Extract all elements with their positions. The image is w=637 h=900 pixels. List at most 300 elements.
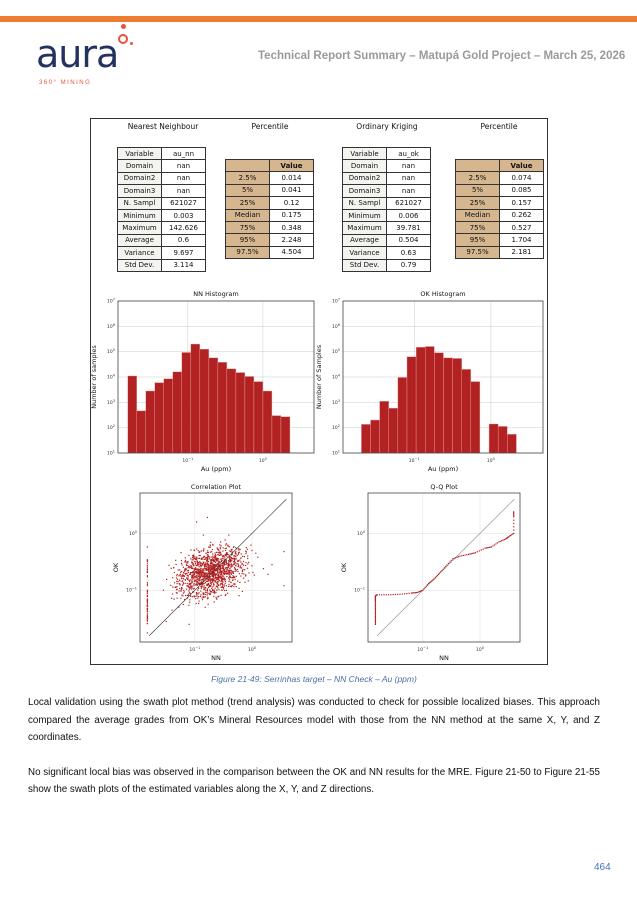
data-point <box>191 562 192 563</box>
data-point <box>220 541 221 542</box>
data-point <box>240 561 241 562</box>
y-tick-label: $10^0$ <box>357 529 365 537</box>
data-point <box>176 589 177 590</box>
data-point <box>425 587 426 588</box>
data-point <box>188 590 189 591</box>
data-point <box>204 573 205 574</box>
data-point <box>213 568 214 569</box>
data-point <box>186 589 187 590</box>
data-point <box>226 543 227 544</box>
data-point <box>180 552 181 553</box>
y-tick-label: $10^7$ <box>332 297 340 305</box>
table-row <box>118 160 206 172</box>
data-point <box>185 573 186 574</box>
data-point <box>219 567 220 568</box>
data-point <box>201 568 202 569</box>
data-point <box>147 632 148 633</box>
row-label: 97.5% <box>226 246 270 258</box>
data-point <box>214 590 215 591</box>
data-point <box>230 582 231 583</box>
data-point <box>428 583 429 584</box>
data-point <box>196 565 197 566</box>
data-point <box>213 596 214 597</box>
data-point <box>219 577 220 578</box>
data-point <box>469 553 470 554</box>
data-point <box>207 590 208 591</box>
histogram-bar <box>272 416 281 453</box>
data-point <box>195 563 196 564</box>
data-point <box>214 592 215 593</box>
data-point <box>241 553 242 554</box>
data-point <box>207 561 208 562</box>
data-point <box>375 612 376 613</box>
data-point <box>239 582 240 583</box>
data-point <box>192 559 193 560</box>
data-point <box>214 566 215 567</box>
data-point <box>205 562 206 563</box>
data-point <box>216 590 217 591</box>
data-point <box>237 555 238 556</box>
data-point <box>186 565 187 566</box>
data-point <box>172 586 173 587</box>
x-axis-label: NN <box>211 654 221 662</box>
data-point <box>411 592 412 593</box>
data-point <box>147 601 148 602</box>
data-point <box>188 576 189 577</box>
data-point <box>195 561 196 562</box>
data-point <box>178 590 179 591</box>
data-point <box>192 587 193 588</box>
data-point <box>234 564 235 565</box>
table-row <box>226 197 314 209</box>
paragraph: No significant local bias was observed in the comparison between the OK and NN results for the MRE. Figure 21-50 to Figure 21-55 show the swath plots of the estimated variables along the X, Y, and Z directions. <box>28 766 600 795</box>
data-point <box>147 582 148 583</box>
data-point <box>213 567 214 568</box>
data-point <box>205 553 206 554</box>
data-point <box>201 597 202 598</box>
data-point <box>375 609 376 610</box>
y-tick-label: $10^5$ <box>332 348 340 356</box>
data-point <box>375 610 376 611</box>
table-row <box>343 234 431 246</box>
data-point <box>203 592 204 593</box>
data-point <box>205 582 206 583</box>
data-point <box>183 604 184 605</box>
table-row <box>456 197 544 209</box>
histogram-bar <box>236 373 245 453</box>
data-point <box>192 572 193 573</box>
data-point <box>379 594 380 595</box>
row-label: Maximum <box>343 222 387 234</box>
data-point <box>451 560 452 561</box>
row-label: Domain <box>343 160 387 172</box>
data-point <box>147 565 148 566</box>
data-point <box>241 564 242 565</box>
data-point <box>176 575 177 576</box>
row-value: 621027 <box>387 197 431 209</box>
data-point <box>247 555 248 556</box>
data-point <box>196 521 197 522</box>
data-point <box>486 547 487 548</box>
data-point <box>181 571 182 572</box>
row-value: 621027 <box>162 197 206 209</box>
data-point <box>247 563 248 564</box>
data-point <box>212 570 213 571</box>
data-point <box>222 590 223 591</box>
data-point <box>147 561 148 562</box>
data-point <box>481 549 482 550</box>
data-point <box>214 574 215 575</box>
data-point <box>195 580 196 581</box>
data-point <box>178 569 179 570</box>
data-point <box>415 592 416 593</box>
data-point <box>236 576 237 577</box>
data-point <box>205 594 206 595</box>
data-point <box>222 576 223 577</box>
data-point <box>202 569 203 570</box>
scatter-2 <box>112 483 292 662</box>
data-point <box>513 514 514 515</box>
data-point <box>209 565 210 566</box>
data-point <box>226 569 227 570</box>
data-point <box>187 579 188 580</box>
data-point <box>466 554 467 555</box>
data-point <box>189 574 190 575</box>
y-tick-label: $10^2$ <box>107 424 115 432</box>
data-point <box>233 577 234 578</box>
data-point <box>185 595 186 596</box>
data-point <box>216 558 217 559</box>
data-point <box>510 535 511 536</box>
data-point <box>479 550 480 551</box>
data-point <box>211 583 212 584</box>
data-point <box>183 582 184 583</box>
data-point <box>198 603 199 604</box>
data-point <box>242 563 243 564</box>
data-point <box>188 555 189 556</box>
data-point <box>222 587 223 588</box>
data-point <box>147 595 148 596</box>
data-point <box>377 594 378 595</box>
data-point <box>508 536 509 537</box>
data-point <box>224 562 225 563</box>
data-point <box>502 540 503 541</box>
data-point <box>191 566 192 567</box>
data-point <box>200 555 201 556</box>
data-point <box>203 572 204 573</box>
data-point <box>513 512 514 513</box>
data-point <box>375 617 376 618</box>
data-point <box>512 533 513 534</box>
data-point <box>201 565 202 566</box>
data-point <box>202 585 203 586</box>
ok-percentile-table <box>455 159 544 259</box>
data-point <box>513 516 514 517</box>
data-point <box>181 564 182 565</box>
data-point <box>420 591 421 592</box>
data-point <box>197 561 198 562</box>
data-point <box>182 576 183 577</box>
data-point <box>208 604 209 605</box>
data-point <box>147 569 148 570</box>
data-point <box>194 596 195 597</box>
logo-dot <box>130 42 133 45</box>
row-value: 0.003 <box>162 209 206 221</box>
data-point <box>230 570 231 571</box>
data-point <box>490 547 491 548</box>
y-tick-label: $10^{-1}$ <box>354 586 365 594</box>
data-point <box>190 585 191 586</box>
data-point <box>199 573 200 574</box>
data-point <box>238 595 239 596</box>
table-row <box>118 148 206 160</box>
data-point <box>225 564 226 565</box>
data-point <box>417 592 418 593</box>
data-point <box>263 568 264 569</box>
data-point <box>188 595 189 596</box>
data-point <box>224 585 225 586</box>
data-point <box>179 580 180 581</box>
data-point <box>226 571 227 572</box>
data-point <box>225 581 226 582</box>
data-point <box>241 567 242 568</box>
data-point <box>216 560 217 561</box>
data-point <box>209 585 210 586</box>
chart-title: NN Histogram <box>193 290 239 298</box>
data-point <box>194 561 195 562</box>
data-point <box>201 572 202 573</box>
data-point <box>217 569 218 570</box>
x-tick-label: $10^0$ <box>258 457 267 464</box>
data-point <box>177 581 178 582</box>
data-point <box>206 581 207 582</box>
data-point <box>375 614 376 615</box>
data-point <box>216 565 217 566</box>
table-row <box>118 209 206 221</box>
row-value: 39.781 <box>387 222 431 234</box>
data-point <box>227 570 228 571</box>
data-point <box>221 587 222 588</box>
data-point <box>185 557 186 558</box>
data-point <box>176 564 177 565</box>
data-point <box>513 526 514 527</box>
data-point <box>211 578 212 579</box>
data-point <box>219 572 220 573</box>
data-point <box>196 568 197 569</box>
data-point <box>147 608 148 609</box>
table-header-cell: Value <box>500 160 544 172</box>
data-point <box>206 569 207 570</box>
data-point <box>147 623 148 624</box>
data-point <box>212 586 213 587</box>
data-point <box>176 592 177 593</box>
data-point <box>390 594 391 595</box>
data-point <box>426 586 427 587</box>
data-point <box>419 591 420 592</box>
data-point <box>207 567 208 568</box>
data-point <box>200 580 201 581</box>
data-point <box>216 598 217 599</box>
data-point <box>463 555 464 556</box>
data-point <box>209 578 210 579</box>
data-point <box>221 580 222 581</box>
data-point <box>238 554 239 555</box>
data-point <box>219 552 220 553</box>
data-point <box>210 591 211 592</box>
data-point <box>233 572 234 573</box>
table-row <box>343 197 431 209</box>
data-point <box>228 535 229 536</box>
x-axis-label: NN <box>439 654 449 662</box>
data-point <box>184 570 185 571</box>
histogram-bar <box>281 417 290 453</box>
data-point <box>168 565 169 566</box>
data-point <box>184 591 185 592</box>
row-label: 95% <box>226 234 270 246</box>
data-point <box>375 615 376 616</box>
row-label: 2.5% <box>456 172 500 184</box>
data-point <box>202 599 203 600</box>
data-point <box>171 568 172 569</box>
data-point <box>209 589 210 590</box>
table-row <box>118 247 206 259</box>
histogram-0 <box>90 290 314 473</box>
data-point <box>216 585 217 586</box>
data-point <box>238 566 239 567</box>
data-point <box>189 566 190 567</box>
data-point <box>234 584 235 585</box>
data-point <box>511 534 512 535</box>
data-point <box>198 592 199 593</box>
data-point <box>199 579 200 580</box>
table-row <box>226 246 314 258</box>
table-row <box>343 209 431 221</box>
data-point <box>194 568 195 569</box>
data-point <box>237 581 238 582</box>
data-point <box>240 565 241 566</box>
data-point <box>189 592 190 593</box>
x-tick-label: $10^{-1}$ <box>189 646 201 653</box>
data-point <box>220 595 221 596</box>
data-point <box>238 548 239 549</box>
data-point <box>255 553 256 554</box>
table-row <box>456 246 544 258</box>
data-point <box>237 569 238 570</box>
data-point <box>187 575 188 576</box>
data-point <box>195 577 196 578</box>
data-point <box>188 593 189 594</box>
data-point <box>237 563 238 564</box>
data-point <box>191 568 192 569</box>
data-point <box>232 580 233 581</box>
data-point <box>223 588 224 589</box>
data-point <box>234 567 235 568</box>
table-row <box>343 185 431 197</box>
data-point <box>207 552 208 553</box>
data-point <box>448 563 449 564</box>
table-cell <box>226 160 270 172</box>
data-point <box>246 551 247 552</box>
figure-caption: Figure 21-49: Serrinhas target – NN Check – Au (ppm) <box>211 674 417 684</box>
data-point <box>215 575 216 576</box>
data-point <box>236 563 237 564</box>
data-point <box>196 571 197 572</box>
data-point <box>219 544 220 545</box>
data-point <box>418 591 419 592</box>
data-point <box>198 588 199 589</box>
data-point <box>207 594 208 595</box>
histogram-bar <box>434 353 443 453</box>
y-tick-label: $10^5$ <box>107 348 115 356</box>
data-point <box>242 571 243 572</box>
data-point <box>254 575 255 576</box>
data-point <box>163 590 164 591</box>
figure-nn-check <box>90 118 548 665</box>
data-point <box>209 558 210 559</box>
data-point <box>200 564 201 565</box>
data-point <box>203 576 204 577</box>
data-point <box>232 571 233 572</box>
data-point <box>217 560 218 561</box>
data-point <box>472 553 473 554</box>
data-point <box>242 556 243 557</box>
row-label: Minimum <box>118 209 162 221</box>
data-point <box>174 599 175 600</box>
y-tick-label: $10^0$ <box>129 529 137 537</box>
data-point <box>485 548 486 549</box>
data-point <box>234 561 235 562</box>
data-point <box>198 550 199 551</box>
data-point <box>212 590 213 591</box>
data-point <box>175 560 176 561</box>
data-point <box>203 596 204 597</box>
data-point <box>176 586 177 587</box>
data-point <box>232 577 233 578</box>
data-point <box>186 568 187 569</box>
chart-title: OK Histogram <box>420 290 466 298</box>
data-point <box>399 594 400 595</box>
data-point <box>227 563 228 564</box>
data-point <box>223 573 224 574</box>
data-point <box>213 576 214 577</box>
data-point <box>207 593 208 594</box>
data-point <box>212 580 213 581</box>
data-point <box>179 583 180 584</box>
data-point <box>438 574 439 575</box>
data-point <box>494 544 495 545</box>
data-point <box>207 563 208 564</box>
data-point <box>205 558 206 559</box>
data-point <box>199 580 200 581</box>
data-point <box>221 561 222 562</box>
data-point <box>181 575 182 576</box>
x-tick-label: $10^0$ <box>486 457 495 464</box>
row-label: Median <box>226 209 270 221</box>
data-point <box>230 557 231 558</box>
data-point <box>441 570 442 571</box>
data-point <box>208 546 209 547</box>
data-point <box>201 558 202 559</box>
data-point <box>224 571 225 572</box>
data-point <box>239 552 240 553</box>
data-point <box>189 567 190 568</box>
histogram-bar <box>361 424 370 453</box>
data-point <box>194 588 195 589</box>
data-point <box>375 602 376 603</box>
data-point <box>194 556 195 557</box>
data-point <box>500 541 501 542</box>
table-row <box>118 234 206 246</box>
